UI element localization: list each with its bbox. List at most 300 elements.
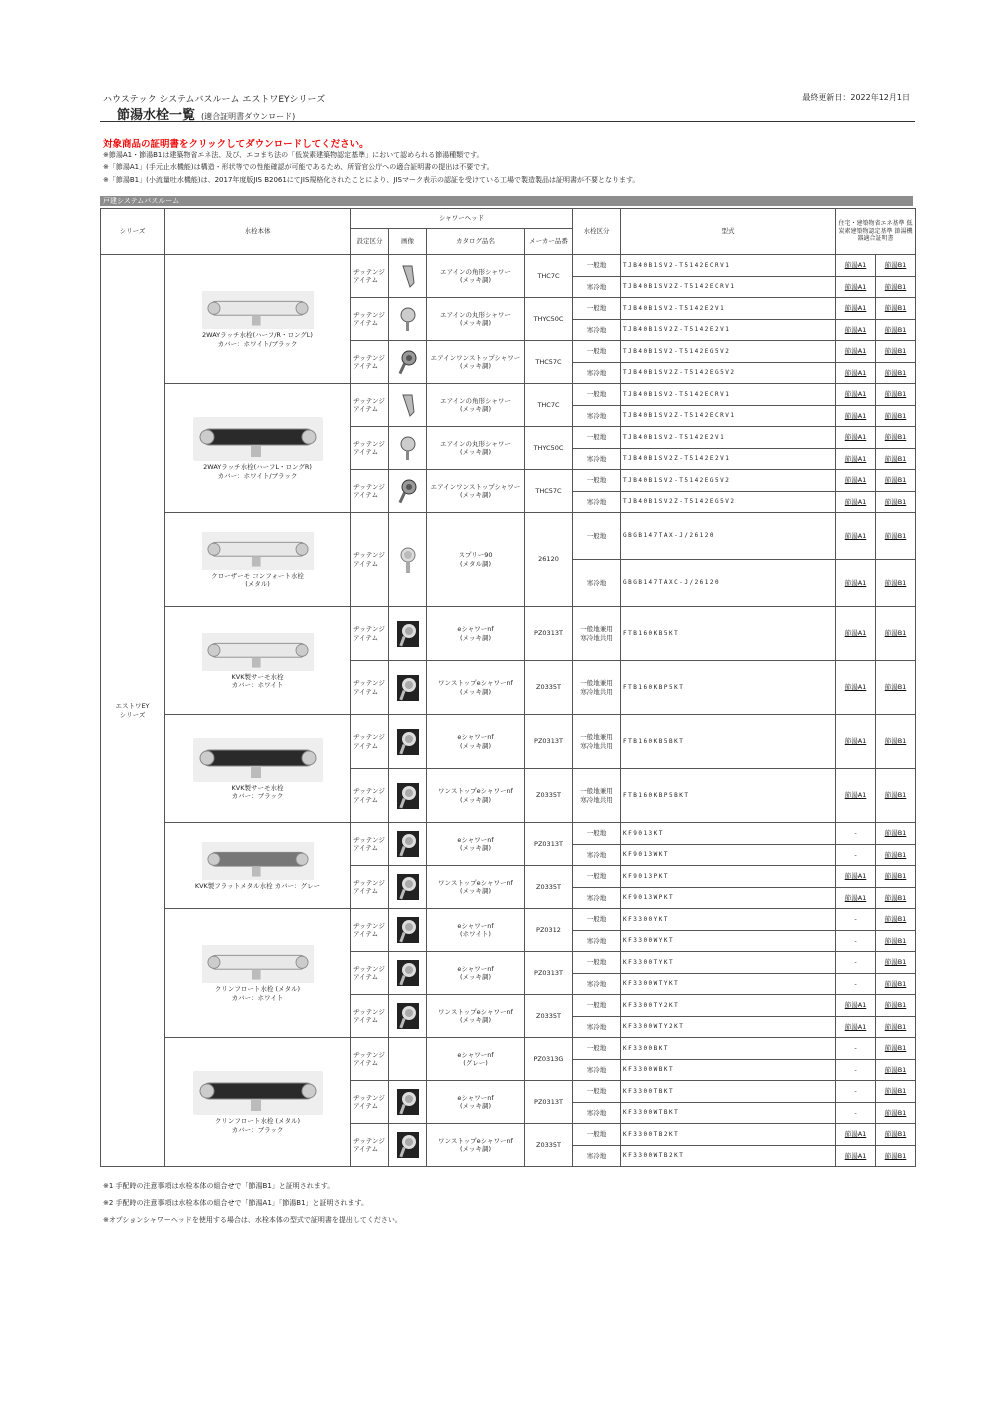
cert-a1-cell — [836, 341, 876, 363]
cert-a1-link[interactable]: 節湯A1 — [844, 261, 867, 270]
cert-b1-cell — [876, 866, 916, 888]
showerhead-maker-code: THC7C — [525, 384, 573, 427]
header-subtitle: ハウステック システムバスルーム エストワEYシリーズ — [103, 95, 326, 105]
cert-b1-cell — [876, 1016, 916, 1038]
cert-a1-link[interactable]: 節湯A1 — [844, 304, 867, 313]
cert-a1-link[interactable]: 節湯A1 — [844, 497, 867, 506]
cert-a1-cell — [836, 362, 876, 384]
region-cell: 寒冷地 — [573, 1059, 621, 1081]
region-cell: 寒冷地 — [573, 276, 621, 298]
footnote-1: ※1 手配時の注意事項は水栓本体の組合せで「節湯B1」と証明されます。 — [103, 1182, 335, 1190]
cert-a1-cell — [836, 661, 876, 715]
col-sh-class: 設定区分 — [351, 229, 389, 255]
region-cell: 一般地 — [573, 823, 621, 845]
cert-b1-cell — [876, 952, 916, 974]
showerhead-name — [427, 952, 525, 995]
cert-b1-link[interactable]: 節湯B1 — [884, 476, 907, 485]
cert-b1-cell — [876, 909, 916, 931]
region-cell: 一般地 — [573, 341, 621, 363]
faucet-name: KVK製サーモ水栓 — [231, 783, 284, 792]
cert-b1-link[interactable]: 節湯B1 — [884, 872, 907, 881]
page-title-text: 節湯水栓一覧 — [117, 108, 196, 123]
model-cell: TJB40B1SV2-T5142ECRV1 — [621, 255, 836, 277]
table-row — [101, 1038, 916, 1060]
model-cell: TJB40B1SV2Z-T5142ECRV1 — [621, 405, 836, 427]
showerhead-maker-code: PZ0313T — [525, 1081, 573, 1124]
cert-b1-link[interactable]: 節湯B1 — [884, 936, 907, 945]
showerhead-class: ヂッテンジ アイテム — [351, 715, 389, 769]
cert-b1-cell — [876, 384, 916, 406]
showerhead-name-text: スプリー90 — [458, 551, 493, 560]
cert-a1-link[interactable]: 節湯A1 — [844, 1130, 867, 1139]
cert-b1-cell — [876, 319, 916, 341]
cert-b1-link[interactable]: 節湯B1 — [884, 1087, 907, 1096]
showerhead-name — [427, 1038, 525, 1081]
showerhead-name-text: eシャワーnf — [457, 625, 494, 634]
region-cell: 一般地 — [573, 255, 621, 277]
showerhead-finish: (メッキ調) — [459, 1102, 492, 1110]
cert-b1-link[interactable]: 節湯B1 — [884, 915, 907, 924]
cert-b1-link[interactable]: 節湯B1 — [884, 411, 907, 420]
cert-b1-link[interactable]: 節湯B1 — [884, 958, 907, 967]
showerhead-maker-code: PZ0313T — [525, 715, 573, 769]
footnote-2: ※2 手配時の注意事項は水栓本体の組合せで「節湯A1」「節湯B1」と証明されます。 — [103, 1199, 368, 1207]
cert-b1-cell — [876, 844, 916, 866]
cert-b1-cell — [876, 362, 916, 384]
eshower-icon — [391, 1089, 424, 1115]
cert-b1-cell — [876, 513, 916, 560]
cert-a1-cell — [836, 1059, 876, 1081]
cert-b1-link[interactable]: 節湯B1 — [884, 1001, 907, 1010]
page-title-note: (適合証明書ダウンロード) — [201, 112, 296, 121]
showerhead-name-text: ワンストップeシャワーnf — [438, 679, 513, 688]
cert-b1-link[interactable]: 節湯B1 — [884, 433, 907, 442]
showerhead-name — [427, 470, 525, 513]
cert-b1-cell — [876, 1081, 916, 1103]
cert-b1-cell — [876, 1102, 916, 1124]
faucet-cell — [165, 384, 351, 513]
table-row — [101, 607, 916, 661]
showerhead-maker-code: PZ0313T — [525, 607, 573, 661]
showerhead-image — [389, 1124, 427, 1167]
showerhead-class: ヂッテンジ アイテム — [351, 607, 389, 661]
cert-b1-cell — [876, 1124, 916, 1146]
cert-b1-cell — [876, 715, 916, 769]
cert-a1-none: - — [854, 915, 857, 924]
multi-showerhead-icon — [391, 478, 424, 504]
cert-a1-cell — [836, 384, 876, 406]
model-cell: KF3300BKT — [621, 1038, 836, 1060]
showerhead-finish: (メッキ調) — [459, 1145, 492, 1153]
cert-a1-none: - — [854, 1108, 857, 1117]
cert-b1-link[interactable]: 節湯B1 — [884, 1022, 907, 1031]
showerhead-name-text: エアインワンストップシャワー — [430, 482, 521, 491]
table-row — [101, 715, 916, 769]
cert-a1-cell — [836, 952, 876, 974]
showerhead-name — [427, 715, 525, 769]
cert-a1-link[interactable]: 節湯A1 — [844, 325, 867, 334]
cert-b1-link[interactable]: 節湯B1 — [884, 1130, 907, 1139]
cert-b1-cell — [876, 995, 916, 1017]
faucet-name: クリンフロート水栓 (メタル) — [214, 985, 301, 994]
cert-a1-link[interactable]: 節湯A1 — [844, 347, 867, 356]
showerhead-image — [389, 661, 427, 715]
showerhead-finish: (メッキ調) — [459, 887, 492, 895]
faucet-cell — [165, 513, 351, 607]
showerhead-maker-code: PZ0312 — [525, 909, 573, 952]
model-cell: KF9013PKT — [621, 866, 836, 888]
region-cell: 一般地兼用 寒冷地共用 — [573, 607, 621, 661]
faucet-name: KVK製サーモ水栓 — [231, 672, 284, 681]
region-cell: 一般地兼用 寒冷地共用 — [573, 661, 621, 715]
faucet-cover: カバー：ブラック — [231, 792, 284, 800]
cert-a1-cell — [836, 866, 876, 888]
cert-a1-link[interactable]: 節湯A1 — [844, 791, 867, 800]
cert-b1-cell — [876, 276, 916, 298]
cert-b1-link[interactable]: 節湯B1 — [884, 737, 907, 746]
cert-a1-cell — [836, 491, 876, 513]
cert-b1-link[interactable]: 節湯B1 — [884, 791, 907, 800]
faucet-cell — [165, 909, 351, 1038]
cert-b1-link[interactable]: 節湯B1 — [884, 893, 907, 902]
showerhead-name-text: エアインの角形シャワー — [440, 396, 511, 405]
cert-b1-cell — [876, 1145, 916, 1167]
cert-b1-cell — [876, 1038, 916, 1060]
showerhead-finish: (メッキ調) — [459, 633, 492, 642]
region-cell: 寒冷地 — [573, 560, 621, 607]
showerhead-name-text: eシャワーnf — [457, 921, 494, 930]
region-cell: 一般地兼用 寒冷地共用 — [573, 715, 621, 769]
showerhead-class: ヂッテンジ アイテム — [351, 427, 389, 470]
cert-b1-link[interactable]: 節湯B1 — [884, 850, 907, 859]
cert-a1-none: - — [854, 1087, 857, 1096]
model-cell: KF3300WTY2KT — [621, 1016, 836, 1038]
faucet-cover: カバー：ホワイト/ブラック — [217, 339, 298, 348]
showerhead-class: ヂッテンジ アイテム — [351, 255, 389, 298]
showerhead-class: ヂッテンジ アイテム — [351, 1124, 389, 1167]
faucet-cover: カバー：ホワイト — [231, 681, 284, 689]
region-cell: 一般地 — [573, 995, 621, 1017]
cert-a1-cell — [836, 255, 876, 277]
cert-a1-cell — [836, 769, 876, 823]
region-cell: 寒冷地 — [573, 930, 621, 952]
region-cell: 一般地 — [573, 1081, 621, 1103]
cert-b1-cell — [876, 255, 916, 277]
showerhead-class: ヂッテンジ アイテム — [351, 909, 389, 952]
cert-b1-cell — [876, 427, 916, 449]
region-cell: 一般地兼用 寒冷地共用 — [573, 769, 621, 823]
model-cell: GBGB147TAX-J/26120 — [621, 513, 836, 560]
table-row — [101, 255, 916, 277]
cert-b1-link[interactable]: 節湯B1 — [884, 683, 907, 692]
showerhead-image — [389, 823, 427, 866]
faucet-cell — [165, 255, 351, 384]
cert-b1-link[interactable]: 節湯B1 — [884, 497, 907, 506]
cert-b1-cell — [876, 491, 916, 513]
cert-b1-cell — [876, 560, 916, 607]
cert-b1-link[interactable]: 節湯B1 — [884, 979, 907, 988]
cert-a1-none: - — [854, 979, 857, 988]
showerhead-class: ヂッテンジ アイテム — [351, 995, 389, 1038]
showerhead-name — [427, 607, 525, 661]
showerhead-finish: (メッキ調) — [459, 741, 492, 750]
showerhead-class: ヂッテンジ アイテム — [351, 952, 389, 995]
showerhead-name-text: eシャワーnf — [457, 835, 494, 844]
showerhead-name-text: eシャワーnf — [457, 964, 494, 973]
cert-a1-link[interactable]: 節湯A1 — [844, 368, 867, 377]
showerhead-image — [389, 427, 427, 470]
cert-b1-link[interactable]: 節湯B1 — [884, 578, 907, 587]
showerhead-maker-code: PZ0313G — [525, 1038, 573, 1081]
showerhead-name-text: ワンストップeシャワーnf — [438, 787, 513, 796]
cert-a1-link[interactable]: 節湯A1 — [844, 872, 867, 881]
cert-a1-link[interactable]: 節湯A1 — [844, 411, 867, 420]
cert-a1-none: - — [854, 936, 857, 945]
faucet-cell — [165, 715, 351, 823]
cert-a1-cell — [836, 823, 876, 845]
cert-b1-cell — [876, 470, 916, 492]
region-cell: 一般地 — [573, 952, 621, 974]
showerhead-class: ヂッテンジ アイテム — [351, 661, 389, 715]
showerhead-image — [389, 255, 427, 298]
model-cell: TJB40B1SV2-T5142ECRV1 — [621, 384, 836, 406]
cert-a1-cell — [836, 607, 876, 661]
cert-b1-link[interactable]: 節湯B1 — [884, 1108, 907, 1117]
cert-a1-link[interactable]: 節湯A1 — [844, 433, 867, 442]
model-cell: KF3300WBKT — [621, 1059, 836, 1081]
eshower-icon — [391, 917, 424, 943]
showerhead-finish: (メタル調) — [459, 559, 492, 568]
cert-a1-cell — [836, 448, 876, 470]
showerhead-class: ヂッテンジ アイテム — [351, 823, 389, 866]
model-cell: KF3300TBKT — [621, 1081, 836, 1103]
showerhead-image — [389, 384, 427, 427]
cert-b1-link[interactable]: 節湯B1 — [884, 325, 907, 334]
showerhead-image — [389, 513, 427, 607]
eshower-icon — [391, 1003, 424, 1029]
showerhead-name — [427, 995, 525, 1038]
model-cell: KF9013WPKT — [621, 887, 836, 909]
note-2: ※「節湯A1」(手元止水機能)は構造・形状等での性能確認が可能であるため、所管官公庁への適合証明書の提出は不要です。 — [103, 163, 494, 171]
model-cell: KF3300TY2KT — [621, 995, 836, 1017]
showerhead-name — [427, 823, 525, 866]
showerhead-class: ヂッテンジ アイテム — [351, 513, 389, 607]
cert-a1-cell — [836, 973, 876, 995]
cert-b1-link[interactable]: 節湯B1 — [884, 629, 907, 638]
region-cell: 寒冷地 — [573, 362, 621, 384]
faucet-image — [167, 417, 348, 461]
cert-a1-link[interactable]: 節湯A1 — [844, 893, 867, 902]
showerhead-finish: (ホワイト) — [460, 930, 491, 938]
region-cell: 一般地 — [573, 1124, 621, 1146]
cert-a1-link[interactable]: 節湯A1 — [844, 1022, 867, 1031]
model-cell: KF3300YKT — [621, 909, 836, 931]
model-cell: FTB160KBP5KT — [621, 661, 836, 715]
cert-a1-link[interactable]: 節湯A1 — [844, 683, 867, 692]
cert-a1-cell — [836, 405, 876, 427]
cert-b1-cell — [876, 341, 916, 363]
cert-a1-link[interactable]: 節湯A1 — [844, 531, 867, 540]
model-cell: KF9013WKT — [621, 844, 836, 866]
showerhead-name — [427, 298, 525, 341]
cert-b1-link[interactable]: 節湯B1 — [884, 304, 907, 313]
showerhead-image — [389, 470, 427, 513]
showerhead-name — [427, 909, 525, 952]
showerhead-finish: (メッキ調) — [459, 844, 492, 852]
cert-b1-link[interactable]: 節湯B1 — [884, 1044, 907, 1053]
cert-a1-cell — [836, 1038, 876, 1060]
showerhead-finish: (メッキ調) — [459, 362, 492, 370]
cert-b1-link[interactable]: 節湯B1 — [884, 531, 907, 540]
col-model: 型式 — [621, 209, 836, 255]
model-cell: TJB40B1SV2-T5142E2V1 — [621, 298, 836, 320]
faucet-cover: カバー：ブラック — [231, 1125, 284, 1134]
model-cell: KF3300WTYKT — [621, 973, 836, 995]
cert-b1-cell — [876, 823, 916, 845]
cert-a1-cell — [836, 1016, 876, 1038]
table-row — [101, 823, 916, 845]
col-region: 水栓区分 — [573, 209, 621, 255]
table-row — [101, 513, 916, 560]
model-cell: KF9013KT — [621, 823, 836, 845]
region-cell: 一般地 — [573, 298, 621, 320]
cert-a1-link[interactable]: 節湯A1 — [844, 476, 867, 485]
cert-b1-link[interactable]: 節湯B1 — [884, 368, 907, 377]
footnote-3: ※オプションシャワーヘッドを使用する場合は、水栓本体の型式で証明書を提出してください。 — [103, 1216, 402, 1224]
model-cell: TJB40B1SV2-T5142E2V1 — [621, 427, 836, 449]
showerhead-finish: (メッキ調) — [459, 276, 492, 284]
showerhead-finish: (メッキ調) — [459, 491, 492, 499]
model-cell: KF3300WTB2KT — [621, 1145, 836, 1167]
series-cell: エストワEY シリーズ — [101, 255, 165, 1167]
showerhead-maker-code: PZ0313T — [525, 823, 573, 866]
col-cert: 住宅・建築物省エネ基準 低炭素建築物認定基準 節湯機器適合証明書 — [836, 209, 916, 255]
cert-a1-cell — [836, 930, 876, 952]
cert-a1-link[interactable]: 節湯A1 — [844, 737, 867, 746]
cert-a1-cell — [836, 715, 876, 769]
showerhead-maker-code: Z0335T — [525, 769, 573, 823]
cert-a1-cell — [836, 1102, 876, 1124]
showerhead-maker-code: THC7C — [525, 255, 573, 298]
cert-a1-none: - — [854, 958, 857, 967]
cert-b1-link[interactable]: 節湯B1 — [884, 829, 907, 838]
cert-b1-link[interactable]: 節湯B1 — [884, 347, 907, 356]
cert-b1-link[interactable]: 節湯B1 — [884, 261, 907, 270]
model-cell: KF3300TB2KT — [621, 1124, 836, 1146]
cert-a1-none: - — [854, 1044, 857, 1053]
showerhead-maker-code: THC57C — [525, 341, 573, 384]
showerhead-maker-code: Z0335T — [525, 661, 573, 715]
faucet-image — [167, 633, 348, 671]
model-cell: FTB160KB5KT — [621, 607, 836, 661]
showerhead-class: ヂッテンジ アイテム — [351, 470, 389, 513]
showerhead-name — [427, 384, 525, 427]
cert-b1-cell — [876, 887, 916, 909]
cert-b1-link[interactable]: 節湯B1 — [884, 282, 907, 291]
region-cell: 一般地 — [573, 909, 621, 931]
model-cell: TJB40B1SV2-T5142EG5V2 — [621, 470, 836, 492]
cert-a1-cell — [836, 298, 876, 320]
cert-a1-cell — [836, 276, 876, 298]
cert-b1-link[interactable]: 節湯B1 — [884, 390, 907, 399]
updated-date: 最終更新日：2022年12月1日 — [802, 93, 910, 102]
faucet-image — [167, 945, 348, 983]
round-showerhead-icon — [391, 435, 424, 461]
model-cell: TJB40B1SV2Z-T5142E2V1 — [621, 448, 836, 470]
showerhead-image — [389, 341, 427, 384]
faucet-name: クローザーモ コンフォート水栓 — [211, 571, 304, 580]
cert-a1-cell — [836, 995, 876, 1017]
spray-showerhead-icon — [391, 540, 424, 580]
showerhead-image — [389, 995, 427, 1038]
eshower-icon — [391, 1132, 424, 1158]
showerhead-finish: (グレー) — [463, 1059, 488, 1067]
header-rule — [100, 121, 915, 122]
cert-a1-link[interactable]: 節湯A1 — [844, 390, 867, 399]
col-series: シリーズ — [101, 209, 165, 255]
faucet-table — [100, 208, 916, 1167]
cert-a1-link[interactable]: 節湯A1 — [844, 578, 867, 587]
cert-a1-link[interactable]: 節湯A1 — [844, 1001, 867, 1010]
showerhead-image — [389, 1038, 427, 1081]
faucet-cell — [165, 823, 351, 909]
eshower-icon — [391, 729, 424, 755]
faucet-image — [167, 291, 348, 329]
model-cell: TJB40B1SV2Z-T5142E2V1 — [621, 319, 836, 341]
showerhead-maker-code: PZ0313T — [525, 952, 573, 995]
cert-a1-cell — [836, 427, 876, 449]
cert-a1-cell — [836, 1124, 876, 1146]
cert-b1-link[interactable]: 節湯B1 — [884, 454, 907, 463]
region-cell: 一般地 — [573, 470, 621, 492]
showerhead-finish: (メッキ調) — [459, 405, 492, 413]
cert-a1-link[interactable]: 節湯A1 — [844, 454, 867, 463]
faucet-name: 2WAYラッチ水栓(ハーフL・ロングR) — [203, 463, 312, 472]
cert-a1-link[interactable]: 節湯A1 — [844, 282, 867, 291]
cert-b1-link[interactable]: 節湯B1 — [884, 1065, 907, 1074]
cert-a1-cell — [836, 1081, 876, 1103]
showerhead-name — [427, 1124, 525, 1167]
region-cell: 寒冷地 — [573, 844, 621, 866]
cert-b1-cell — [876, 769, 916, 823]
showerhead-finish: (メッキ調) — [459, 973, 492, 981]
showerhead-name-text: エアインワンストップシャワー — [430, 353, 521, 362]
cert-b1-link[interactable]: 節湯B1 — [884, 1151, 907, 1160]
eshower-icon — [391, 621, 424, 647]
note-1: ※節湯A1・節湯B1は建築物省エネ法、及び、エコまち法の「低炭素建築物認定基準」において認められる節湯種類です。 — [103, 151, 484, 159]
cert-a1-link[interactable]: 節湯A1 — [844, 629, 867, 638]
showerhead-image — [389, 298, 427, 341]
model-cell: FTB160KB5BKT — [621, 715, 836, 769]
download-notice-link[interactable]: 対象商品の証明書をクリックしてダウンロードしてください。 — [103, 139, 369, 150]
cert-a1-cell — [836, 513, 876, 560]
showerhead-name — [427, 769, 525, 823]
cert-a1-link[interactable]: 節湯A1 — [844, 1151, 867, 1160]
showerhead-name-text: エアインの角形シャワー — [440, 267, 511, 276]
showerhead-maker-code: Z0335T — [525, 995, 573, 1038]
showerhead-name — [427, 661, 525, 715]
faucet-cell — [165, 1038, 351, 1167]
showerhead-class: ヂッテンジ アイテム — [351, 866, 389, 909]
showerhead-name-text: eシャワーnf — [457, 733, 494, 742]
region-cell: 寒冷地 — [573, 1102, 621, 1124]
model-cell: TJB40B1SV2Z-T5142EG5V2 — [621, 362, 836, 384]
showerhead-class: ヂッテンジ アイテム — [351, 384, 389, 427]
cert-a1-cell — [836, 1145, 876, 1167]
showerhead-maker-code: THC57C — [525, 470, 573, 513]
showerhead-name — [427, 427, 525, 470]
model-cell: TJB40B1SV2Z-T5142ECRV1 — [621, 276, 836, 298]
